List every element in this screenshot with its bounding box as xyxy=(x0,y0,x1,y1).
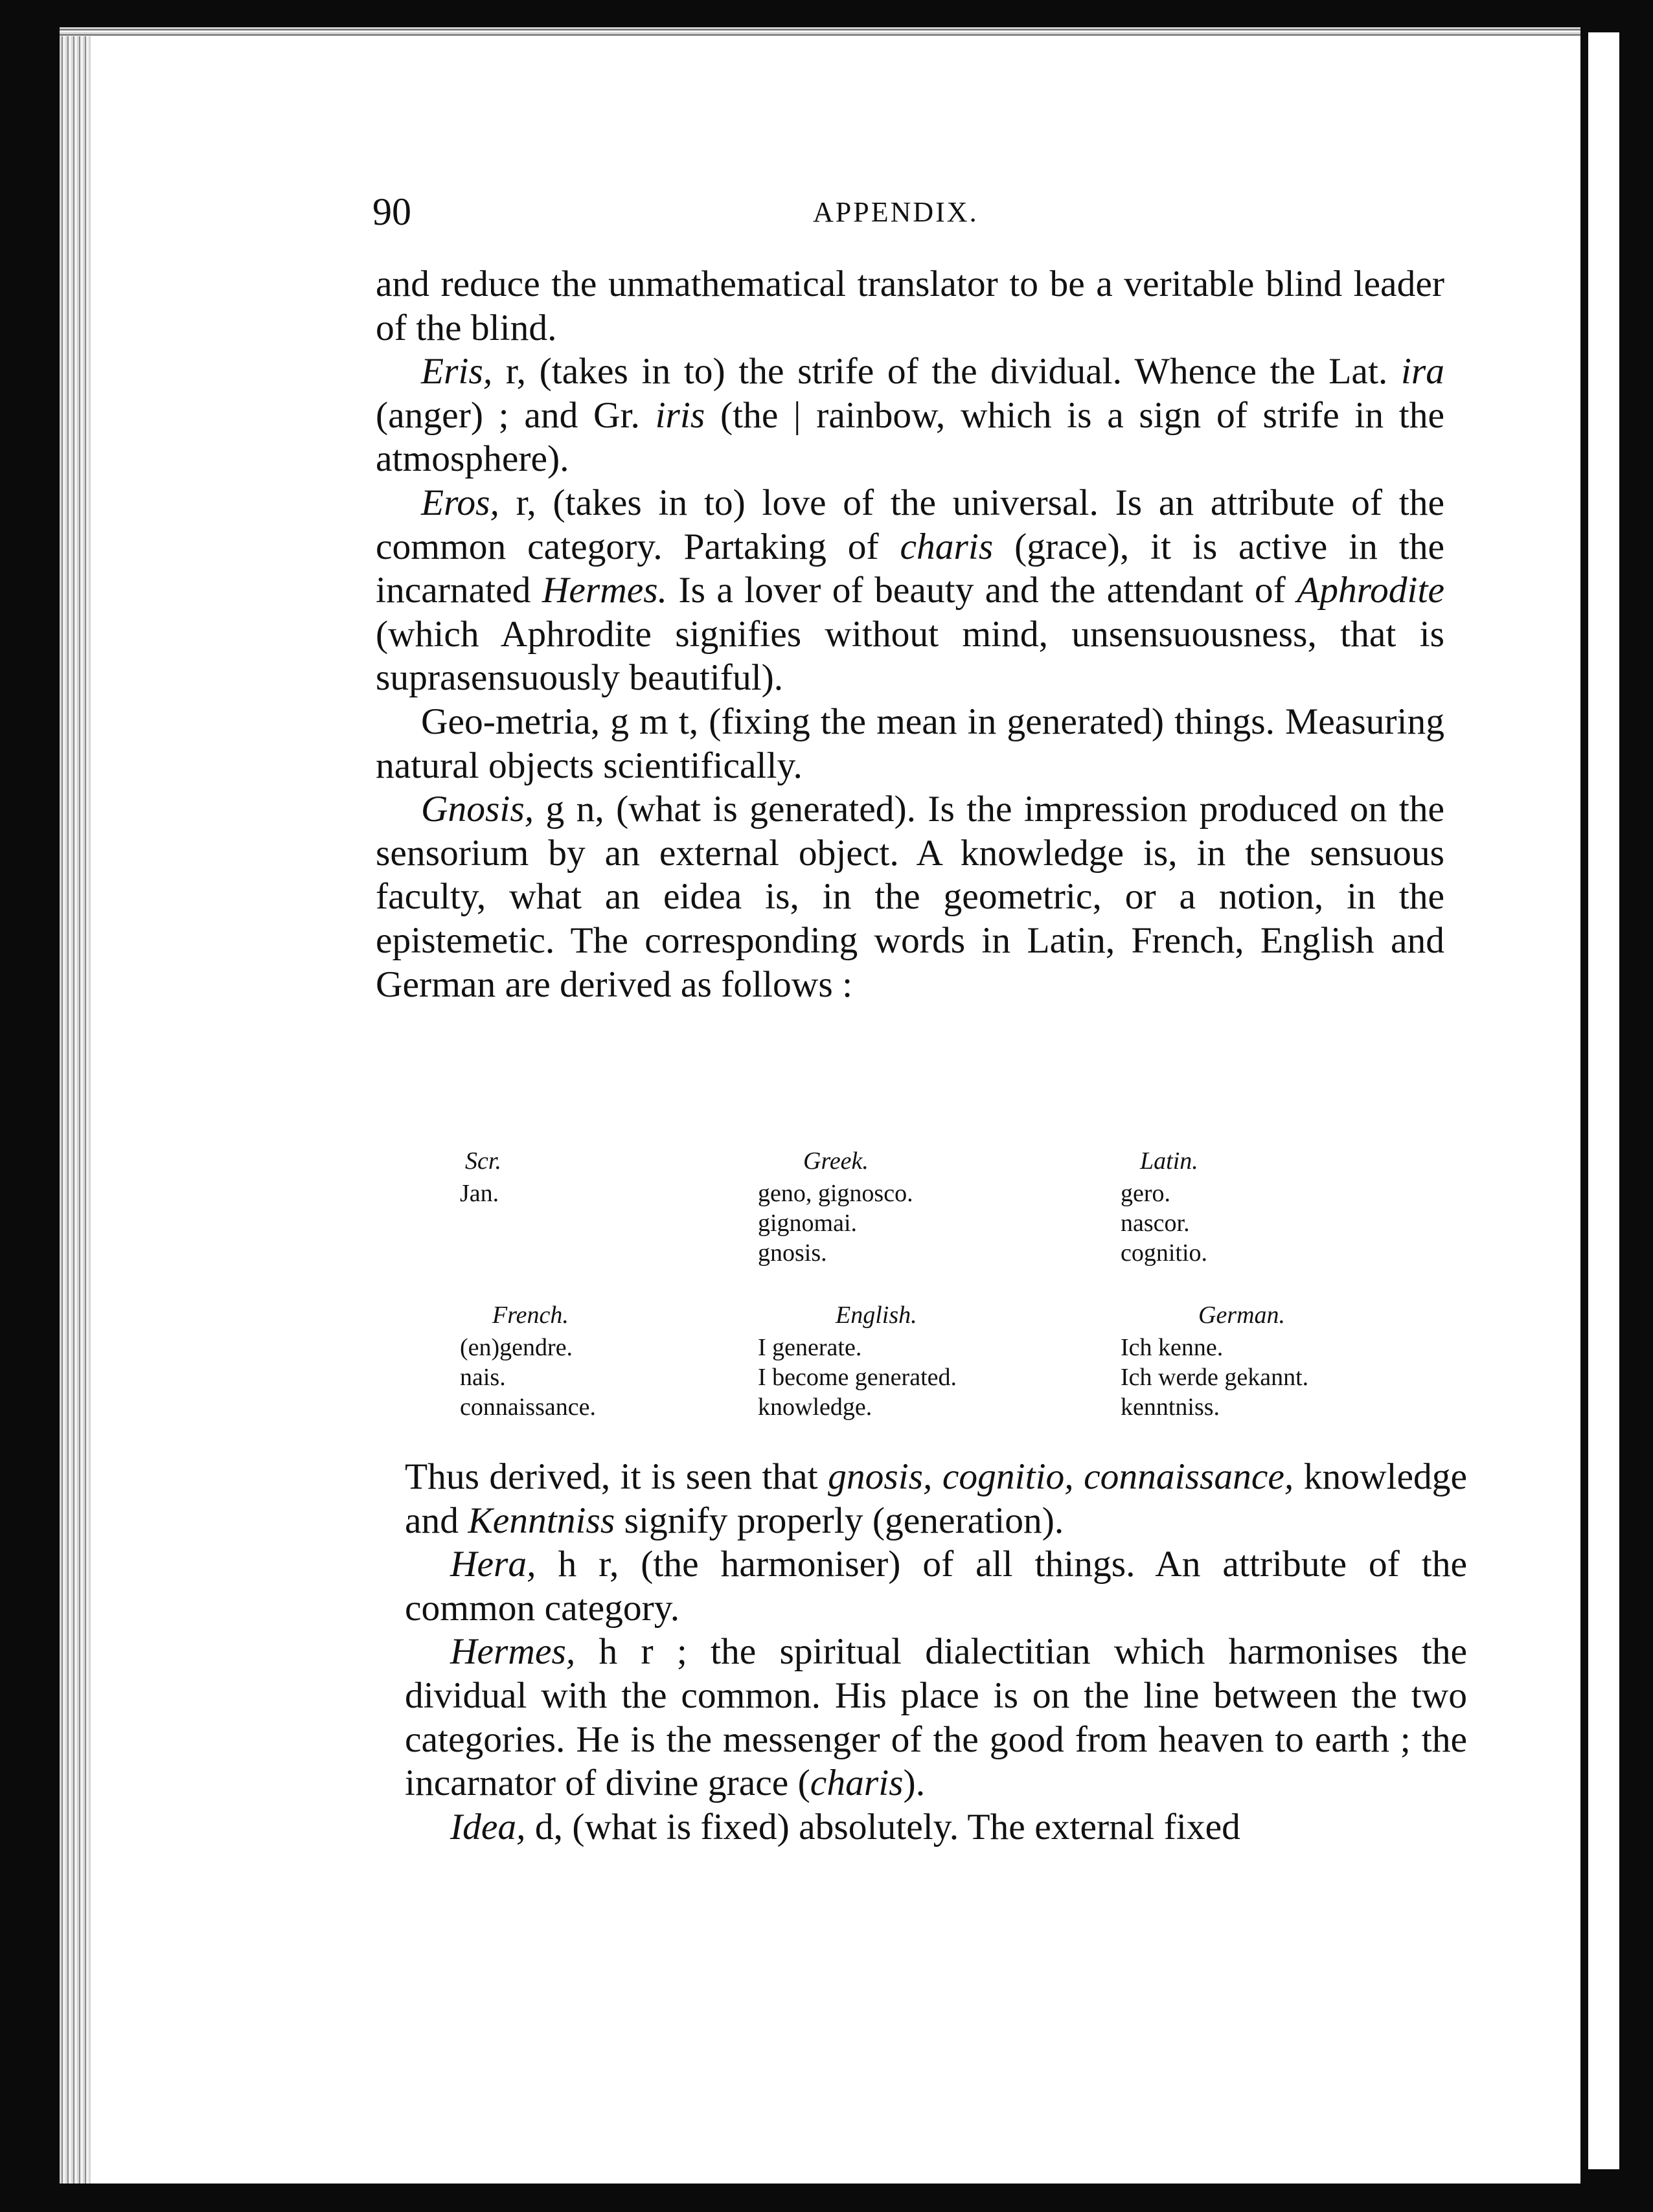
paragraph xyxy=(376,700,1444,787)
table-cell: gignomai. xyxy=(758,1210,858,1237)
text-run: Is a lover of beauty and the attendant of xyxy=(667,570,1297,611)
column-heading: German. xyxy=(1198,1302,1286,1329)
italic-term: Eris, xyxy=(421,351,493,392)
book-page-edge-top xyxy=(60,27,1580,36)
text-run: h r, (the harmoniser) of all things. An attribute of the common category. xyxy=(405,1544,1467,1629)
text-run: (grace), it is active in the incarnated xyxy=(376,526,1444,611)
table-cell: I generate. xyxy=(758,1334,862,1361)
text-run: (the | rainbow, which is a sign of strife in the atmosphere). xyxy=(376,394,1444,480)
paragraph xyxy=(376,350,1444,481)
italic-term: Hermes, xyxy=(450,1631,576,1673)
paragraph xyxy=(376,787,1444,1006)
table-cell: Ich kenne. xyxy=(1121,1334,1224,1361)
table-column-latin xyxy=(1121,1146,1367,1268)
text-run: g n, (what is generated). Is the impression produced on the sensorium by an external object. A knowledge is, in the sensuous faculty, what an eidea is, in the geometric, or a notion, in the epistemetic. The corresponding words in Latin, French, English and German are derived as follows : xyxy=(376,789,1444,1005)
italic-term: Gnosis, xyxy=(421,789,534,830)
book-page-edges xyxy=(60,27,91,2184)
table-cell: I become generated. xyxy=(758,1364,957,1391)
italic-term: Kenntniss xyxy=(468,1500,615,1541)
adjacent-page-strip xyxy=(1588,32,1619,2169)
column-heading: Greek. xyxy=(803,1147,869,1175)
text-run: h r ; the spiritual dialectitian which harmonises the dividual with the common. His place is on the line between the two categories. He is the messenger of the good from heaven to earth ; the incarnator of divine grace ( xyxy=(405,1631,1467,1804)
italic-term: Aphrodite xyxy=(1297,570,1445,611)
paragraph xyxy=(405,1542,1467,1630)
table-cell: nais. xyxy=(460,1364,506,1391)
table-group-2 xyxy=(460,1300,1367,1422)
table-column-english xyxy=(758,1300,1121,1422)
page-number: 90 xyxy=(372,190,411,233)
body-text-top xyxy=(376,262,1444,1006)
text-run: Thus derived, it is seen that xyxy=(405,1456,828,1497)
text-run: r, (takes in to) the strife of the dividual. Whence the Lat. xyxy=(492,351,1401,392)
italic-term: gnosis, cognitio, connaissance, xyxy=(828,1456,1294,1497)
paragraph xyxy=(405,1805,1467,1849)
running-header-title: APPENDIX. xyxy=(813,196,979,228)
italic-term: charis xyxy=(810,1763,904,1804)
scan-border-bottom xyxy=(0,2184,1653,2212)
table-cell: connaissance. xyxy=(460,1394,596,1421)
paragraph xyxy=(376,481,1444,700)
paragraph xyxy=(405,1455,1467,1542)
table-cell: (en)gendre. xyxy=(460,1334,573,1361)
table-cell: Ich werde gekannt. xyxy=(1121,1364,1309,1391)
body-text-bottom xyxy=(405,1455,1467,1849)
text-run: and reduce the unmathematical translator to be a veritable blind leader of the blind. xyxy=(376,264,1444,348)
text-run: (which Aphrodite signifies without mind, unsensuousness, that is suprasensuously beautiful). xyxy=(376,613,1444,699)
table-cell: kenntniss. xyxy=(1121,1394,1220,1421)
table-cell: geno, gignosco. xyxy=(758,1180,913,1207)
table-cell: Jan. xyxy=(460,1180,499,1207)
text-run: d, (what is fixed) absolutely. The external fixed xyxy=(525,1806,1240,1847)
italic-term: Eros, xyxy=(421,482,499,523)
italic-term: Hera, xyxy=(450,1544,536,1585)
italic-term: Idea, xyxy=(450,1806,526,1847)
table-cell: cognitio. xyxy=(1121,1239,1208,1267)
table-cell: gnosis. xyxy=(758,1239,827,1267)
paragraph xyxy=(405,1630,1467,1805)
column-heading: Latin. xyxy=(1140,1147,1198,1175)
text-run: Geo-metria, g m t, (fixing the mean in generated) things. Measuring natural objects scientifically. xyxy=(376,701,1444,786)
table-column-sanskrit xyxy=(460,1146,758,1268)
column-heading: Scr. xyxy=(465,1147,501,1175)
scan-border-top xyxy=(0,0,1653,27)
italic-term: ira xyxy=(1400,351,1444,392)
text-run: knowledge and xyxy=(405,1456,1467,1541)
text-run: r, (takes in to) love of the universal. Is an attribute of the common category. Partaking of xyxy=(376,482,1444,567)
paragraph xyxy=(376,262,1444,350)
derivation-table xyxy=(460,1146,1367,1454)
text-run: signify properly (generation). xyxy=(615,1500,1064,1541)
table-cell: gero. xyxy=(1121,1180,1171,1207)
italic-term: iris xyxy=(655,394,705,436)
table-column-greek xyxy=(758,1146,1121,1268)
text-run: ). xyxy=(903,1763,926,1804)
table-group-1 xyxy=(460,1146,1367,1268)
table-column-french xyxy=(460,1300,758,1422)
scan-border-left xyxy=(0,0,60,2212)
column-heading: French. xyxy=(492,1302,569,1329)
italic-term: Hermes. xyxy=(542,570,668,611)
column-heading: English. xyxy=(836,1302,917,1329)
table-cell: knowledge. xyxy=(758,1394,872,1421)
table-column-german xyxy=(1121,1300,1367,1422)
italic-term: charis xyxy=(900,526,994,567)
text-run: (anger) ; and Gr. xyxy=(376,394,656,436)
table-cell: nascor. xyxy=(1121,1210,1190,1237)
